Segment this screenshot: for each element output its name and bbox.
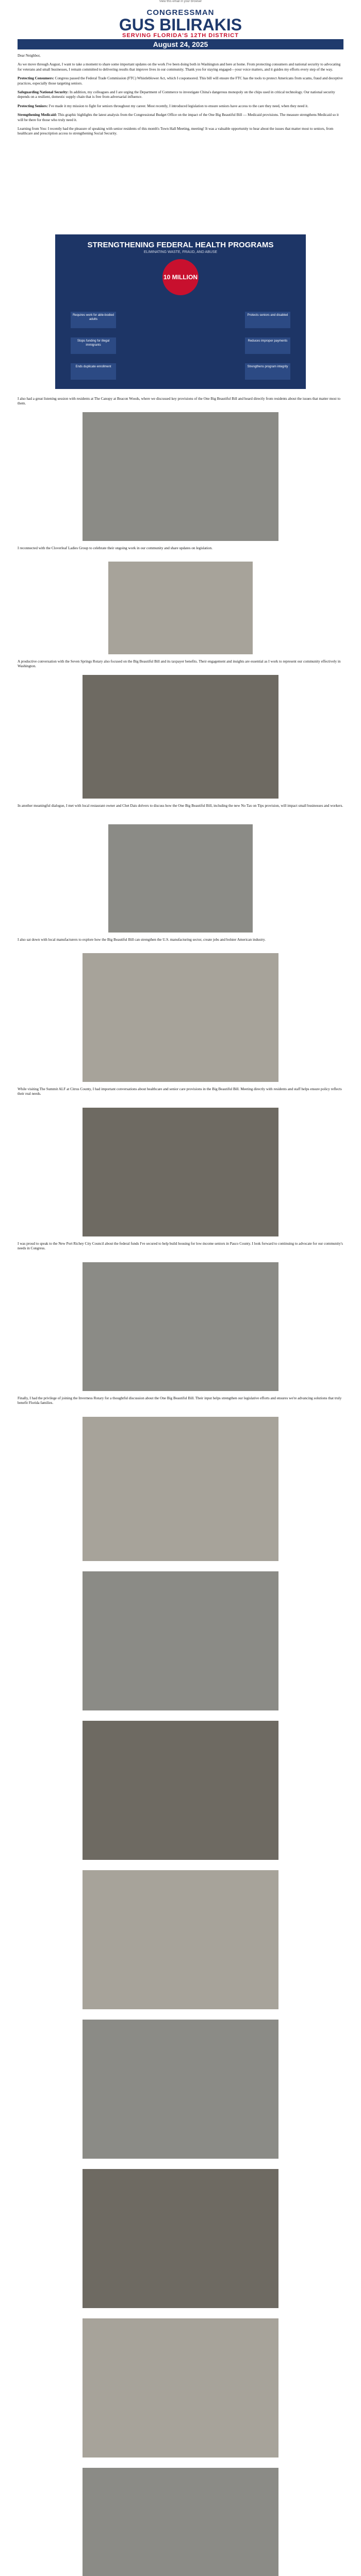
paragraph: I was proud to speak to the New Port Richey City Council about the federal funds I've secured to help build housing for low-income seniors in Pasco County. I look forward to continuing to advocate for our community's needs in Congress.: [18, 1242, 343, 1251]
para-block-3: [18, 659, 343, 669]
item-0-lead: Protecting Consumers:: [18, 76, 54, 81]
para-block-7: [18, 1242, 343, 1251]
intro-paragraph: As we move through August, I want to take a moment to share some important updates on the work I've been doing both in Washington and here at home. From protecting consumers and national security to advocating for veterans and small businesses, I remain committed to delivering results that improve lives in our community. Thank you for staying engaged—your voice matters, and it guides my efforts every step of the way.: [18, 62, 341, 72]
event-photo: [83, 412, 278, 541]
para-block-6: [18, 1087, 343, 1097]
infographic-box: Strengthens program integrity: [245, 363, 290, 380]
event-photo: [108, 562, 253, 654]
para-block-4: [18, 804, 343, 808]
event-photo: [108, 824, 253, 933]
item-2-lead: Protecting Seniors:: [18, 104, 48, 108]
body-intro: [18, 54, 343, 137]
paragraph: While visiting The Summit ALF at Citrus County, I had important conversations about healthcare and senior care provisions in the Big Beautiful Bill. Meeting directly with residents and staff helps ensure policy reflects their real needs.: [18, 1087, 342, 1096]
newsletter-header: [18, 7, 343, 38]
event-photo: [83, 1108, 278, 1236]
paragraph: I also had a great listening session with residents at The Canopy at Beacon Woods, where we discussed key provisions of the One Big Beautiful Bill and heard directly from residents about the issues that matter most to them.: [18, 397, 340, 406]
header-name: GUS BILIRAKIS: [119, 15, 242, 34]
item-2-text: I've made it my mission to fight for seniors throughout my career. Most recently, I introduced legislation to ensure seniors have access to the care they need, when they need it.: [48, 104, 308, 108]
event-photo: [83, 1571, 278, 1710]
infographic-center-stat: 10 MILLION: [162, 259, 199, 295]
item-3-text: This graphic highlights the latest analysis from the Congressional Budget Office on the impact of the One Big Beautiful Bill — Medicaid provisions. The measure strengthens Medicaid so it will be there for those who truly need it.: [18, 113, 339, 122]
view-in-browser-link[interactable]: View this email in your browser: [159, 0, 202, 3]
item-0-text: Congress passed the Federal Trade Commission (FTC) Whistleblower Act, which I cosponsored. This bill will ensure the FTC has the tools to protect Americans from scams, fraud and deceptive practices, especially those targeting seniors.: [18, 76, 343, 86]
para-block-5: [18, 938, 343, 942]
event-photo: [83, 1870, 278, 2009]
event-photo: [83, 1262, 278, 1391]
header-congressman: CONGRESSMAN: [146, 8, 215, 17]
infographic-box: Protects seniors and disabled: [245, 312, 290, 328]
para-block-2: [18, 546, 343, 551]
paragraph: Finally, I had the privilege of joining the Inverness Rotary for a thoughtful discussion about the One Big Beautiful Bill. Their input helps strengthen our legislative efforts and ensures we're advancing solutions that truly benefit Florida families.: [18, 1396, 342, 1405]
infographic-box: Stops funding for illegal immigrants: [71, 337, 116, 354]
paragraph: A productive conversation with the Seven Springs Rotary also focused on the Big Beautiful Bill and its taxpayer benefits. Their engagement and insights are essential as I work to represent our community effectively in Washington.: [18, 659, 341, 669]
event-photo: [83, 2468, 278, 2576]
learning-paragraph: Learning from You: I recently had the pleasure of speaking with senior residents of this month's Town Hall Meeting, meeting! It was a valuable opportunity to hear about the issues that matter most to seniors, from healthcare and prescription access to strengthening Social Security.: [18, 127, 334, 136]
header-district: SERVING FLORIDA'S 12TH DISTRICT: [122, 32, 239, 39]
infographic-box: Ends duplicate enrollment: [71, 363, 116, 380]
infographic-box: Reduces improper payments: [245, 337, 290, 354]
event-photo: [83, 2169, 278, 2308]
medicaid-infographic: [55, 234, 306, 389]
item-3-lead: Strengthening Medicaid:: [18, 113, 57, 117]
event-photo: [83, 953, 278, 1082]
paragraph: I reconnected with the Cloverleaf Ladies Group to celebrate their ongoing work in our community and share updates on legislation.: [18, 546, 213, 550]
item-1-text: In addition, my colleagues and I are urging the Department of Commerce to investigate China's dangerous monopoly on the chips used in critical technology. Our national security depends on a resilient, domestic supply chain that is free from adversarial influence.: [18, 90, 335, 99]
infographic-title: STRENGTHENING FEDERAL HEALTH PROGRAMS: [87, 241, 274, 249]
infographic-subtitle: ELIMINATING WASTE, FRAUD, AND ABUSE: [143, 250, 218, 254]
para-block-1: [18, 397, 343, 406]
para-block-8: [18, 1396, 343, 1406]
event-photo: [83, 675, 278, 799]
event-photo: [83, 2318, 278, 2458]
event-photo: [83, 1721, 278, 1860]
paragraph: In another meaningful dialogue, I met with local restaurant owner and Chet Dais dolvers to discuss how the One Big Beautiful Bill, including the new No Tax on Tips provision, will impact small businesses and workers.: [18, 804, 343, 808]
item-1-lead: Safeguarding National Security:: [18, 90, 69, 95]
date-banner: August 24, 2025: [18, 39, 343, 49]
infographic-box: Requires work for able-bodied adults: [71, 312, 116, 328]
event-photo: [83, 1417, 278, 1561]
greeting: Dear Neighbor,: [18, 54, 41, 58]
paragraph: I also sat down with local manufacturers to explore how the Big Beautiful Bill can strengthen the U.S. manufacturing sector, create jobs and bolster American industry.: [18, 938, 266, 942]
event-photo: [83, 2020, 278, 2159]
